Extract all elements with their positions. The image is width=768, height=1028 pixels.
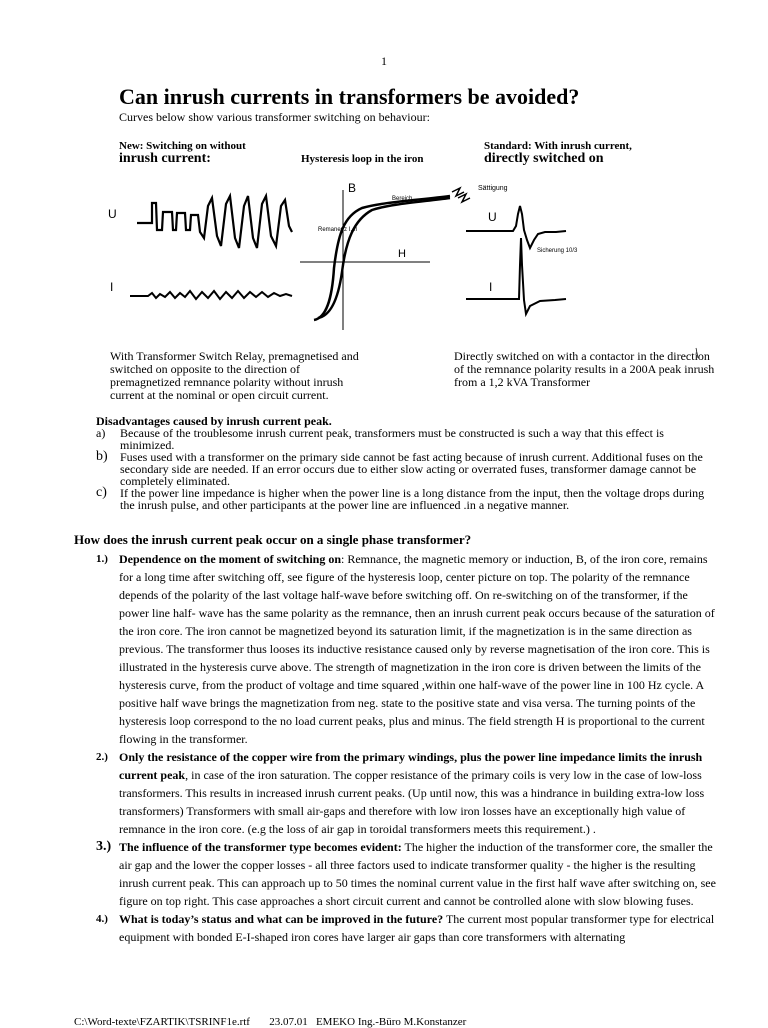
point-text: The higher the induction of the transformer core, the smaller the air gap and the lower the copper losses - all three factors used to indicate transformer quality - the higher is the resulting inrush current peak. This can approach up to 50 times the nominal current value in the first half wave after switching on, see figure on top right. This case approaches a short circuit current and cannot be controlled alone with slow blowing fuses. — [119, 840, 716, 908]
left-U-label: U — [108, 207, 117, 221]
section-heading: How does the inrush current peak occur on a single phase transformer? — [74, 532, 472, 547]
page-title: Can inrush currents in transformers be avoided? — [119, 84, 580, 109]
item-text: Because of the troublesome inrush current peak, transformers must be constructed is such a way that this effect is minimized. — [120, 426, 664, 452]
disadvantages-title: Disadvantages caused by inrush current peak. — [96, 414, 332, 428]
point-number: 4.) — [96, 913, 108, 925]
item-text: If the power line impedance is higher when the power line is a long distance from the input, then the voltage drops during the inrush pulse, and other participants at the power line are influenced .in a negative manner. — [120, 486, 705, 512]
left-current-waveform — [130, 291, 292, 299]
point-lead: The influence of the transformer type becomes evident: — [119, 840, 402, 854]
H-axis-label: H — [398, 248, 406, 260]
right-U-label: U — [488, 210, 497, 224]
subtitle: Curves below show various transformer switching on behaviour: — [119, 110, 430, 124]
point-lead: Dependence on the moment of switching on — [119, 552, 341, 566]
disadvantage-item — [96, 427, 716, 451]
point-item — [96, 550, 718, 748]
point-lead: Only the resistance of the copper wire from the primary windings, plus the power line impedance limits the inrush current peak — [119, 750, 703, 782]
right-I-label: I — [489, 280, 493, 294]
saturation-break-mark — [452, 188, 470, 202]
point-item — [96, 910, 718, 946]
disadvantages-list — [96, 427, 716, 511]
B-axis-label: B — [348, 181, 357, 195]
right-figure-label-line2: directly switched on — [484, 151, 604, 166]
center-figure-label: Hysteresis loop in the iron — [301, 153, 424, 165]
left-figure-caption: With Transformer Switch Relay, premagnetised and switched on opposite to the direction of premagnetized remnance polarity without inrush current at the nominal or open circuit current. — [110, 349, 359, 402]
point-number: 3.) — [96, 839, 112, 854]
waveform-figures — [0, 0, 768, 400]
point-number: 2.) — [96, 751, 108, 763]
item-text: Fuses used with a transformer on the primary side cannot be fast acting because of inrush current. Additional fuses on the secondary side are needed. If an error occurs due to either slow acting or overrated fuses, transformer damage cannot be completely eliminated. — [120, 450, 703, 488]
hysteresis-loop — [314, 196, 450, 320]
sicherung-label: Sicherung 10/3 — [537, 248, 578, 254]
left-figure-label-line2: inrush current: — [119, 151, 211, 166]
item-marker: c) — [96, 485, 107, 500]
hysteresis-axes — [300, 190, 430, 330]
point-lead: What is today’s status and what can be improved in the future? — [119, 912, 444, 926]
left-voltage-waveform — [137, 196, 292, 248]
left-figure-label-line1: New: Switching on without — [119, 140, 246, 152]
remanenz-label: Remanenz I, II — [318, 227, 358, 233]
sattigung-label: Sättigung — [478, 185, 508, 192]
disadvantage-item — [96, 451, 716, 487]
point-text: The current most popular transformer type for electrical equipment with bonded E-I-shaped iron cores have larger air gaps than core transformers with alternating — [119, 912, 715, 944]
point-item — [96, 748, 718, 838]
left-I-label: I — [110, 280, 114, 294]
bereich-label: Bereich — [392, 196, 413, 202]
page-footer: C:\Word-texte\FZARTIK\TSRINF1e.rtf 23.07.01 EMEKO Ing.-Büro M.Konstanzer — [74, 1016, 467, 1028]
point-text: , in case of the iron saturation. The copper resistance of the primary coils is very low in the case of low-loss transformers. This results in increased inrush current peaks. (Up until now, this was a hindrance in building extra-low loss transformers) Transformers with small air-gaps and therefore with low iron losses have an exceptionally high value of remnance in the iron core. (e.g the loss of air gap in toroidal transformers meets this requirement.) . — [119, 768, 705, 836]
numbered-points — [96, 550, 718, 946]
point-item — [96, 838, 718, 910]
point-number: 1.) — [96, 553, 108, 565]
right-figure-label-line1: Standard: With inrush current, — [484, 140, 632, 152]
item-marker: a) — [96, 426, 106, 440]
point-text: : Remnance, the magnetic memory or induction, B, of the iron core, remains for a long time after switching off, see figure of the hysteresis loop, center picture on top. The polarity of the remnance depends of the polarity of the last voltage half-wave before switching off. On re-switching on of the transformer, if the power line half- wave has the same polarity as the remnance, then an inrush current peak occurs because of the saturation of the iron core. The iron cannot be magnetized beyond its saturation limit, if the magnetization is in the same direction as previous. The transformer thus looses its inductive resistance caused only by reverse magnetisation of the iron core. This is illustrated in the hysteresis curve above. The strength of magnetization in the iron core is driven between the limits of the hysteresis curve, from the product of voltage and time squared ,within one half-wave of the power line in 100 Hz cycle. A positive half wave brings the magnetization from neg. state to the positive state and visa versa. The turning points of the hysteresis loop correspond to the no load current peaks, plus and minus. The field strength H is proportional to the current flowing in the transformer. — [119, 552, 715, 746]
disadvantage-item — [96, 487, 716, 511]
item-marker: b) — [96, 449, 108, 464]
page-number: 1 — [381, 54, 387, 68]
right-figure-caption: Directly switched on with a contactor in the direction of the remnance polarity results in a 200A peak inrush from a 1,2 kVA Transformer — [454, 349, 715, 389]
right-voltage-waveform — [466, 206, 566, 248]
